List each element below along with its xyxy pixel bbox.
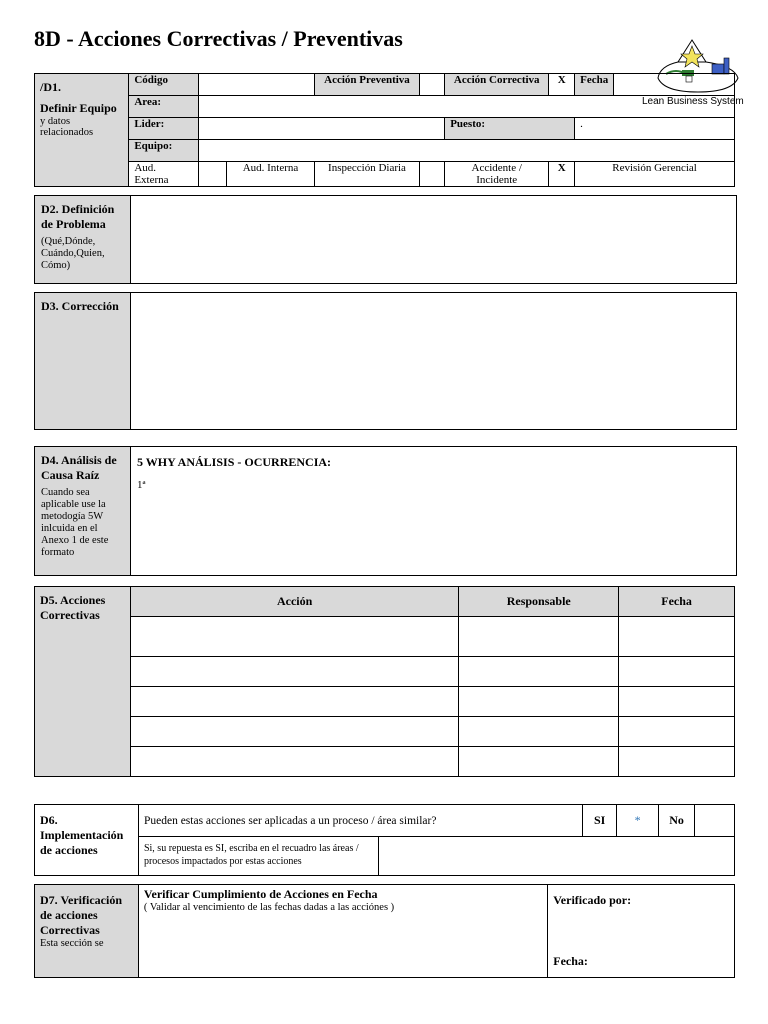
source-inspeccion-diaria: Inspección Diaria bbox=[315, 162, 419, 187]
d5-cell[interactable] bbox=[619, 617, 735, 657]
d7-subtitle: ( Validar al vencimiento de las fechas dadas a las acciónes ) bbox=[143, 902, 395, 913]
d6-si-mark[interactable]: * bbox=[617, 805, 659, 837]
d5-cell[interactable] bbox=[459, 687, 619, 717]
table-row bbox=[35, 717, 735, 747]
d7-table bbox=[34, 884, 735, 978]
source-revision-gerencial: Revisión Gerencial bbox=[575, 162, 735, 187]
d3-label bbox=[35, 293, 131, 429]
d6-question: Pueden estas acciones ser aplicadas a un proceso / área similar? bbox=[138, 805, 582, 837]
d2-heading: D2. Definición de Problema bbox=[41, 202, 115, 231]
logo-text: Lean Business System bbox=[642, 96, 744, 107]
d6-note: Si, su repuesta es SI, escriba en el recuadro las áreas / procesos impactados por estas acciones bbox=[138, 837, 378, 876]
d3-content[interactable] bbox=[131, 293, 736, 429]
source-aud-interna: Aud. Interna bbox=[226, 162, 315, 187]
page-title: 8D - Acciones Correctivas / Preventivas bbox=[34, 26, 403, 51]
d5-cell[interactable] bbox=[459, 657, 619, 687]
d2-label bbox=[35, 196, 131, 283]
d6-si-label: SI bbox=[583, 805, 617, 837]
d6-no-box[interactable] bbox=[695, 805, 735, 837]
table-row bbox=[35, 657, 735, 687]
source-inspeccion-box[interactable] bbox=[419, 162, 445, 187]
d7-sub: Esta sección se bbox=[40, 938, 104, 949]
d7-verificado-label: Verificado por: bbox=[553, 893, 632, 907]
codigo-field[interactable] bbox=[198, 74, 315, 96]
accion-correctiva-mark[interactable]: X bbox=[549, 74, 575, 96]
d7-heading: D7. Verificación de acciones Correctivas bbox=[40, 893, 122, 937]
area-field[interactable] bbox=[198, 96, 734, 118]
d5-cell[interactable] bbox=[619, 717, 735, 747]
d4-first-why[interactable]: 1ª bbox=[137, 479, 146, 491]
source-accidente-mark[interactable]: X bbox=[549, 162, 575, 187]
lider-field[interactable] bbox=[198, 118, 444, 140]
table-row bbox=[35, 617, 735, 657]
fecha-field[interactable] bbox=[614, 74, 735, 96]
accion-preventiva-box[interactable] bbox=[419, 74, 445, 96]
d5-heading: D5. Acciones Correctivas bbox=[40, 593, 106, 622]
puesto-label: Puesto: bbox=[445, 118, 575, 140]
d5-col-responsable: Responsable bbox=[459, 587, 619, 617]
source-accidente: Accidente / Incidente bbox=[445, 162, 549, 187]
d5-cell[interactable] bbox=[459, 717, 619, 747]
d7-fecha-label: Fecha: bbox=[553, 954, 588, 968]
d5-cell[interactable] bbox=[130, 747, 458, 777]
d6-table bbox=[34, 804, 735, 876]
accion-preventiva-label: Acción Preventiva bbox=[315, 74, 419, 96]
source-aud-externa-box[interactable] bbox=[198, 162, 226, 187]
d5-cell[interactable] bbox=[130, 657, 458, 687]
d1-label: /D1. bbox=[40, 80, 61, 94]
d5-col-fecha: Fecha bbox=[619, 587, 735, 617]
d5-cell[interactable] bbox=[459, 747, 619, 777]
d5-cell[interactable] bbox=[459, 617, 619, 657]
fecha-label: Fecha bbox=[575, 74, 614, 96]
d4-sub: Cuando sea aplicable use la metodogía 5W inlcuida en el Anexo 1 de este formato bbox=[41, 487, 109, 558]
d6-heading: D6. Implementación de acciones bbox=[40, 813, 124, 857]
d5-table bbox=[34, 586, 735, 777]
table-row bbox=[35, 687, 735, 717]
area-label: Area: bbox=[129, 96, 199, 118]
d6-no-label: No bbox=[659, 805, 695, 837]
d4-content-title: 5 WHY ANÁLISIS - OCURRENCIA: bbox=[137, 455, 332, 469]
d3-heading: D3. Corrección bbox=[41, 299, 119, 313]
d2-content[interactable] bbox=[131, 196, 736, 283]
d4-section bbox=[34, 446, 737, 576]
equipo-field[interactable] bbox=[198, 140, 734, 162]
d2-sub: (Qué,Dónde, Cuándo,Quien, Cómo) bbox=[41, 236, 105, 271]
d5-col-accion: Acción bbox=[130, 587, 458, 617]
d1-heading: Definir Equipo bbox=[40, 101, 117, 115]
codigo-label: Código bbox=[129, 74, 199, 96]
d4-label bbox=[35, 447, 131, 575]
puesto-field[interactable]: . bbox=[575, 118, 735, 140]
equipo-label: Equipo: bbox=[129, 140, 199, 162]
d5-cell[interactable] bbox=[619, 747, 735, 777]
lider-label: Lider: bbox=[129, 118, 199, 140]
d5-cell[interactable] bbox=[130, 617, 458, 657]
d5-cell[interactable] bbox=[619, 657, 735, 687]
d1-sub: y datos relacionados bbox=[40, 116, 94, 138]
d4-heading: D4. Análisis de Causa Raíz bbox=[41, 453, 117, 482]
d5-cell[interactable] bbox=[130, 687, 458, 717]
d7-verification[interactable] bbox=[548, 885, 735, 978]
d2-section bbox=[34, 195, 737, 284]
accion-correctiva-label: Acción Correctiva bbox=[445, 74, 549, 96]
d7-title: Verificar Cumplimiento de Acciones en Fecha bbox=[143, 887, 378, 901]
d1-table bbox=[34, 73, 735, 187]
d6-areas-field[interactable] bbox=[378, 837, 734, 876]
source-aud-externa: Aud. Externa bbox=[129, 162, 199, 187]
table-row bbox=[35, 747, 735, 777]
d5-cell[interactable] bbox=[619, 687, 735, 717]
d5-cell[interactable] bbox=[130, 717, 458, 747]
d3-section bbox=[34, 292, 737, 430]
